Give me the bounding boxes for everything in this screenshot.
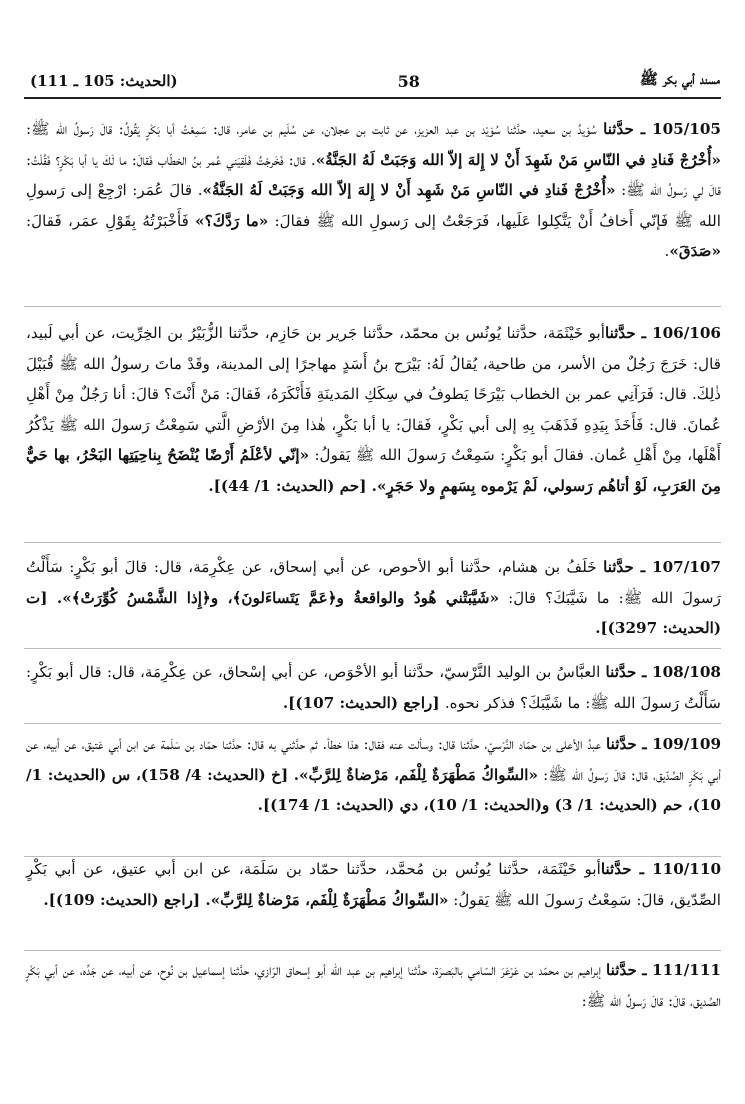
hadith-lead: ـ حدَّثنا [605, 663, 653, 681]
page-number: 58 [397, 71, 420, 91]
page-header [30, 66, 720, 96]
hadith-text: سُوَيدُ بن سعيد، حدَّثنا سُوَيْد بن عبد العزيز، عن ثابت بن عجلان، عن سُلَيم بن عامر، قال: سَمِعْتُ أبا بَكْرٍ يَقُولُ: قالَ رَسولُ الله ﷺ: [26, 120, 604, 138]
hadith-105 [26, 114, 721, 267]
hadith-text: عبدُ الأعلى بن حمّاد النَّرْسيّ، حدَّثنا قال: وسألت عنه فقال: هذا خطأ. ثم حدَّثني به قال: حدَّثنا حمّاد بن سَلَمة عن ابن أبي عَتيق، عن أبيه، عن أبي بَكْرٍ الصِّدّيق، قال: قالَ رَسولُ الله ﷺ: [26, 735, 721, 784]
hadith-text: فَأَخْبَرْتُهُ بِقَوْلِ عمَر، فَقالَ: [26, 211, 196, 230]
hadith-111 [26, 955, 721, 1016]
hadith-reference: . [ت (الحديث: 3297)]. [26, 588, 721, 637]
hadith-quote: «ما رَدَّكَ؟» [195, 211, 269, 230]
hadith-text: أبو خَيْثَمَة، حدَّثنا يُونُس بن مُحمَّد، حدَّثنا حمّاد بن سَلَمَة، عن ابن أبي عتيق، عن أبي بَكْرٍ الصِّدّيق، قالَ: سَمِعْتُ رَسولَ الله ﷺ يَقولُ: [26, 860, 721, 909]
hadith-lead: ـ حدَّثنا [606, 961, 653, 979]
hadith-lead: ـ حدَّثنا [606, 735, 653, 753]
hadith-108 [26, 657, 721, 718]
hadith-quote: «أُخْرُجْ فَنادِ في النّاسِ مَنْ شَهِدَ أَنْ لا إِلهَ إلاّ الله وَجَبَتْ لَهُ الجَنَّةُ» [315, 150, 721, 169]
section-divider [24, 306, 721, 307]
hadith-lead: ـ حدَّثنا [604, 324, 653, 342]
hadith-quote: «أُخْرُجْ فَنادِ في النّاسِ مَنْ شَهِد أَنْ لا إِلهَ إلاّ الله وَجَبَتْ لَهُ الجَنَّةُ» [202, 181, 616, 199]
hadith-quote: «شَيَّبَتْني هُودُ والواقعةُ و﴿عَمَّ يَتَساءَلونَ﴾، و﴿إِذا الشَّمْسُ كُوِّرَتْ﴾» [62, 588, 500, 607]
hadith-quote: «صَدَقَ» [669, 242, 721, 260]
section-divider [24, 723, 721, 724]
hadith-106 [26, 318, 721, 501]
book-title: مسند أبي بكر ﷺ [639, 70, 720, 88]
hadith-quote: «السِّواكُ مَطْهَرَةٌ لِلْفَم، مَرْضاةٌ لِلرَّبِّ» [299, 765, 538, 784]
hadith-lead: ـ حدَّثنا [603, 120, 653, 138]
section-divider [24, 950, 721, 951]
hadith-quote: «إنّي لأعْلَمُ أَرْضًا يُنْضَحُ بِناحِيَتِها البَحْرُ، بها حَيٌّ مِنَ العَرَبِ، لَوْ أتاهُم رَسولي، لَمْ يَرْموه بِسَهمٍ ولا حَجَرٍ» [26, 446, 721, 495]
section-divider [24, 542, 721, 543]
hadith-range: (الحديث: 105 ـ 111) [30, 72, 178, 90]
hadith-quote: «السِّواكُ مَطْهَرَةٌ لِلْفَم، مَرْضاةٌ لِلرَّبِّ» [210, 890, 449, 909]
hadith-reference: [راجع (الحديث: 107)]. [282, 693, 445, 712]
hadith-text: . قالَ عُمَر: ارْجِعْ إلى رَسولِ الله ﷺ فَإنّي أَخافُ أَنْ يَتَّكِلوا عَلَيها، فَرَجَعْتُ إلى رَسولِ الله ﷺ فقالَ: [26, 181, 721, 230]
section-divider [24, 648, 721, 649]
hadith-lead: ـ حدَّثنا [600, 860, 653, 878]
hadith-number: 110/110 [652, 860, 722, 878]
hadith-text: إبراهيم بن محمّد بن عَرْعَرَ السّامي بالبَصرَة، حدَّثنا إبراهيم بن عبد الله أبو إسحاق الرّازي، حدَّثنا إسماعيل بن نُوح، عن أبيه، عن جَدِّه، عن أبي بَكْرٍ الصِّديق، قالَ: قالَ رَسولُ الله ﷺ: [26, 961, 721, 1010]
hadith-number: 111/111 [652, 961, 721, 979]
hadith-reference: . [راجع (الحديث: 109)]. [43, 890, 211, 909]
hadith-text: العبَّاسُ بن الوليد النَّرْسيّ، حدَّثنا أبو الأحْوَص، عن أبي إسْحاق، عن عِكْرِمَة، قال: قال أبو بَكْرٍ: سَأَلْتُ رَسولَ الله ﷺ: ما شَيَّبَكَ؟ فذكر نحوه. [26, 663, 721, 712]
hadith-number: 106/106 [652, 324, 721, 342]
hadith-number: 105/105 [652, 120, 721, 138]
hadith-number: 108/108 [652, 663, 721, 681]
hadith-109 [26, 729, 721, 821]
hadith-reference: . [خ (الحديث: 4/ 158)، س (الحديث: 1/ 10)، حم (الحديث: 1/ 3) و(الحديث: 1/ 10)، دي (الحديث: 1/ 174)]. [26, 765, 721, 814]
hadith-number: 107/107 [652, 558, 721, 576]
hadith-number: 109/109 [652, 735, 722, 753]
hadith-text: . [664, 242, 670, 260]
hadith-text: خَلَفُ بن هشام، حدَّثنا أبو الأحوص، عن أبي إسحاق، عن عِكْرِمَة، قال: قالَ أبو بَكْرٍ: سَأَلْتُ رَسولَ الله ﷺ: ما شَيَّبَكَ؟ قالَ: [26, 558, 721, 607]
hadith-text: أبو خَيْثَمَة، حدَّثنا يُونُس بن محمّد، حدَّثنا جَرير بن حَازِم، حدَّثنا الزُّبَيْرُ بن الخِرِّيت، عن أبي لَبيد، قال: خَرَجَ رَجُلٌ من الأسر، من طاحية، يُقالُ لَهُ: بَيْرَح بنُ أَسَدٍ مهاجرًا إلى المدينة، وقَدْ ماتَ رسولُ الله ﷺ قُبَيْلَ ذٰلِكَ. قال: فَرَآنِي عمر بن الخطاب بَيْرَحًا يَطوفُ في سِكَكِ المَدينَةِ فَأَنْكَرَهُ، فَقالَ: مَنْ أَنْتَ؟ قالَ: أنا رَجُلٌ مِنْ أَهْلِ عُمانَ. قال: فَأَخَذَ بِيَدِهِ فَذَهَبَ بِهِ إلى أبي بَكْرٍ، فَقالَ: يا أبا بَكْرٍ، هٰذا مِنَ الأرْضِ الَّتي سَمِعْتُ رَسولَ الله ﷺ يَذْكُرُ أَهْلَها، مِنْ أَهْلِ عُمان. فقالَ أبو بَكْرٍ: سَمِعْتُ رَسولَ الله ﷺ يَقولُ: [26, 324, 721, 464]
hadith-110 [26, 854, 721, 915]
hadith-107 [26, 552, 721, 644]
hadith-text: . قال: فَخَرجْتُ فَلَقِيَني عُمر بنُ الخطّاب فَقالَ: ما لَكَ يا أبا بَكْرٍ؟ فَقُلْتُ: قالَ لي رَسولُ الله ﷺ: [26, 150, 721, 199]
header-rule [24, 97, 721, 99]
hadith-lead: ـ حدَّثنا [603, 558, 653, 576]
hadith-reference: . [حم (الحديث: 1/ 44)]. [208, 476, 377, 495]
